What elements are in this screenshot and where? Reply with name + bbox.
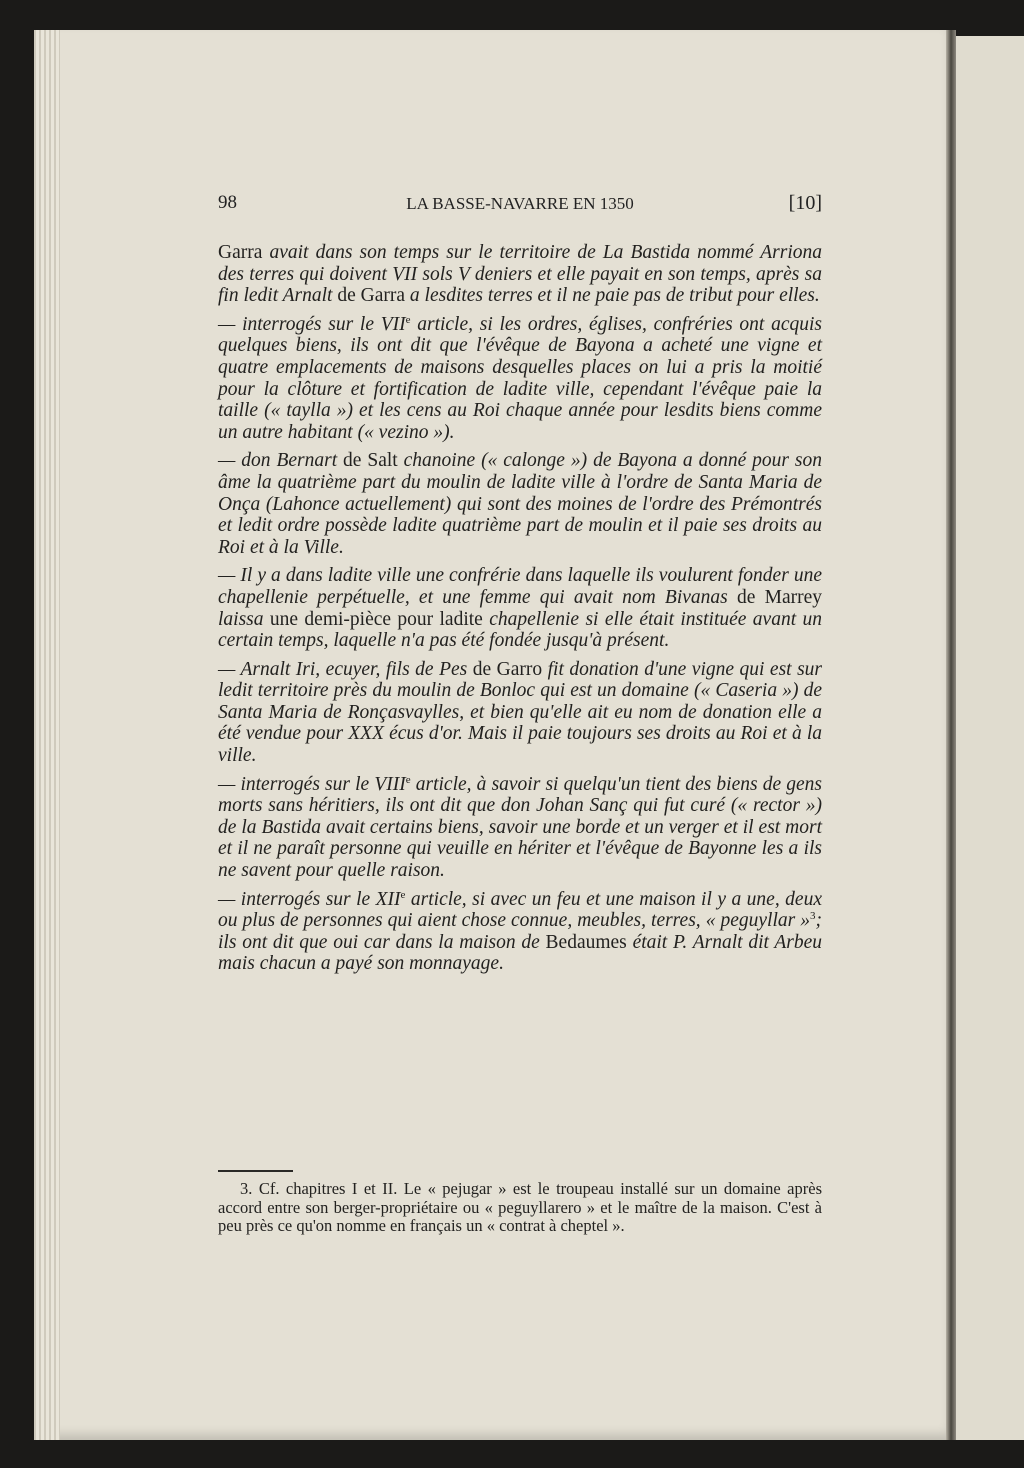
- paragraph: [218, 450, 822, 558]
- text-run: de: [343, 450, 368, 472]
- text-run: — Il y a dans ladite ville une confrérie dans laquelle ils voulurent fonder une chapellenie perpétuelle, et une femme qui avait nom Bivanas: [218, 565, 822, 608]
- text-run: Garra: [218, 242, 270, 263]
- running-title: LA BASSE-NAVARRE EN 1350: [406, 194, 634, 213]
- paragraph: [218, 889, 822, 975]
- text-run: chapellenie si elle était instituée avant un certain temps, laquelle n'a pas été fondée jusqu'à présent.: [218, 608, 822, 652]
- text-run: Garro: [496, 658, 548, 680]
- text-run: — interrogés sur le XII: [218, 888, 401, 910]
- text-run: Marrey: [764, 586, 822, 608]
- text-run: une demi-pièce pour ladite: [269, 608, 490, 630]
- paragraph: [218, 774, 822, 882]
- text-run: Bedaumes: [545, 931, 633, 953]
- book-gutter: [946, 30, 956, 1440]
- superscript: e: [400, 888, 406, 901]
- text-run: — don Bernart: [218, 450, 344, 472]
- text-run: laissa: [218, 608, 270, 630]
- text-run: — Arnalt Iri, ecuyer, fils de Pes: [218, 658, 473, 680]
- footnote: [218, 1180, 822, 1236]
- facing-page: [956, 36, 1024, 1440]
- footnote-rule: [218, 1170, 293, 1172]
- section-number: [10]: [788, 192, 822, 214]
- text-run: était P. Arnalt dit Arbeu mais chacun a payé son monnayage.: [218, 931, 822, 975]
- footnote-text: 3. Cf. chapitres I et II. Le « pejugar » est le troupeau installé sur un domaine après accord entre son berger-propriétaire ou « peguyllarero » et le maître de la maison. C'est à peu près ce qu'on nomme en français un « contrat à cheptel ».: [218, 1179, 822, 1235]
- superscript: e: [405, 773, 411, 786]
- page-number: 98: [218, 192, 237, 213]
- text-run: article, si les ordres, églises, confréries ont acquis quelques biens, ils ont dit que l'évêque de Bayona a acheté une vigne et quatre emplacements de maisons desquelles places on lui a pris la moitié pour la clôture et fortification de ladite ville, cependant l'évêque paie la taille (« taylla ») et les cens au Roi chaque année pour lesdits biens comme un autre habitant (« vezino »).: [218, 313, 822, 443]
- paragraph: [218, 659, 822, 767]
- text-run: chanoine (« calonge ») de Bayona a donné pour son âme la quatrième part du moulin de ladite ville à l'ordre de Santa Maria de Onça (Lahonce actuellement) qui sont des moines de l'ordre des Prémontrés et ledit ordre possède ladite quatrième part de moulin et il paie ses droits au Roi et à la Ville.: [218, 450, 823, 558]
- text-run: fit donation d'une vigne qui est sur ledit territoire près du moulin de Bonloc qui est un domaine (« Caseria ») de Santa Maria de Ronçasvaylles, et bien qu'elle ait eu nom de donation elle a été vendue pour XXX écus d'or. Mais il paie toujours ses droits au Roi et à la ville.: [218, 658, 823, 767]
- text-run: article, à savoir si quelqu'un tient des biens de gens morts sans héritiers, ils ont dit que don Johan Sanç qui fut curé (« rector ») de la Bastida avait certains biens, savoir une borde et un verger et il est mort et il ne paraît personne qui veuille en hériter et l'évêque de Bayonne les a ils ne savent pour quelle raison.: [218, 773, 822, 882]
- body-text: [218, 242, 822, 982]
- text-run: — interrogés sur le VIII: [218, 773, 406, 795]
- text-run: de Garra: [337, 285, 410, 307]
- text-run: — interrogés sur le VII: [218, 313, 406, 335]
- running-header: [218, 192, 822, 218]
- page-edges: [34, 30, 60, 1440]
- text-run: de: [472, 658, 497, 680]
- paragraph: [218, 565, 822, 651]
- text-run: Salt: [367, 450, 404, 472]
- text-run: avait dans son temps sur le territoire de La Bastida nommé Arriona des terres qui doivent VII sols V deniers et elle payait en son temps, après sa fin ledit Arnalt: [218, 242, 822, 307]
- text-run: de: [736, 586, 765, 608]
- paragraph: [218, 314, 822, 444]
- superscript: 3: [810, 910, 816, 923]
- text-run: a lesdites terres et il ne paie pas de tribut pour elles.: [409, 285, 820, 307]
- superscript: e: [405, 313, 411, 326]
- text-run: ; ils ont dit que oui car dans la maison de: [218, 910, 822, 953]
- text-run: article, si avec un feu et une maison il y a une, deux ou plus de personnes qui aient chose connue, meubles, terres, « peguyllar »: [218, 888, 822, 932]
- paragraph: [218, 242, 822, 307]
